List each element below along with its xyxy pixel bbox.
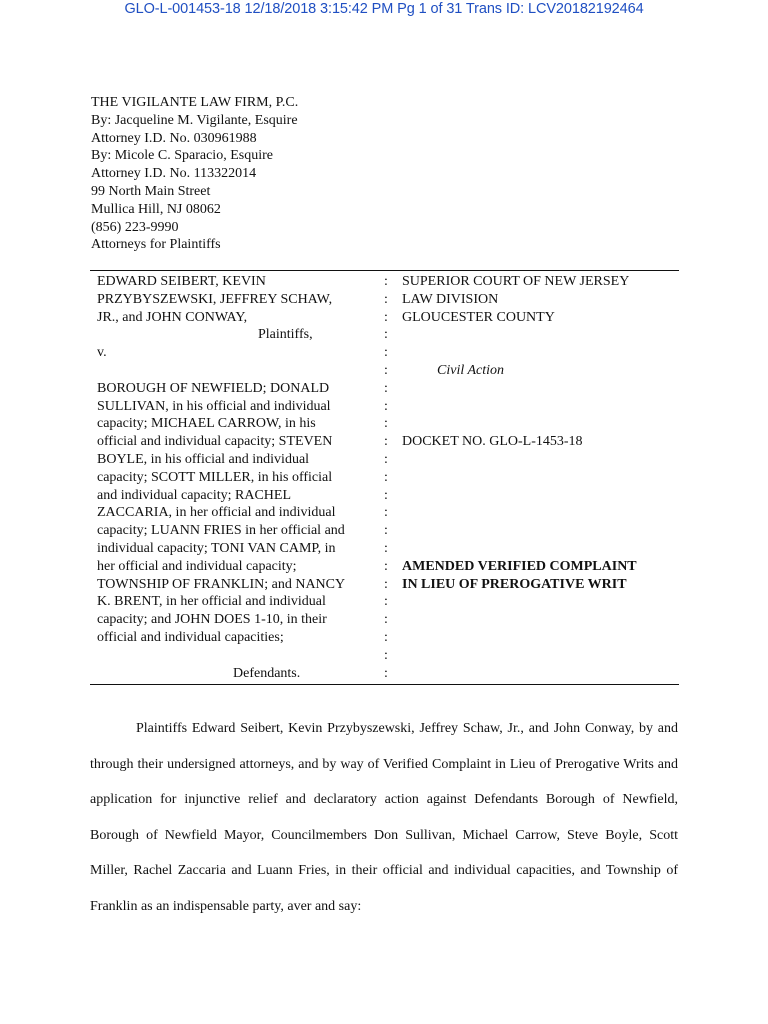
- defendant-line: BOYLE, in his official and individual: [97, 451, 310, 467]
- defendant-line: TOWNSHIP OF FRANKLIN; and NANCY: [97, 576, 346, 592]
- attorney-line: By: Micole C. Sparacio, Esquire: [91, 148, 273, 164]
- court-line: LAW DIVISION: [402, 291, 499, 307]
- colon: :: [384, 647, 388, 663]
- plaintiff-line: PRZYBYSZEWSKI, JEFFREY SCHAW,: [97, 291, 333, 307]
- defendant-line: individual capacity; TONI VAN CAMP, in: [97, 540, 336, 556]
- colon: :: [384, 309, 388, 325]
- colon: :: [384, 327, 388, 343]
- colon: :: [384, 362, 388, 378]
- colon: :: [384, 558, 388, 574]
- colon: :: [384, 594, 388, 610]
- document-title: AMENDED VERIFIED COMPLAINT: [402, 558, 637, 574]
- court-column: [402, 273, 682, 593]
- blank-line: [97, 647, 377, 665]
- attorney-id: Attorney I.D. No. 113322014: [91, 166, 257, 182]
- defendant-line: capacity; and JOHN DOES 1-10, in their: [97, 612, 327, 628]
- filing-stamp: GLO-L-001453-18 12/18/2018 3:15:42 PM Pg 1 of 31 Trans ID: LCV20182192464: [124, 1, 644, 17]
- colon: :: [384, 291, 388, 307]
- intro-paragraph: Plaintiffs Edward Seibert, Kevin Przybyszewski, Jeffrey Schaw, Jr., and John Conway, by and through their undersigned attorneys, and by way of Verified Complaint in Lieu of Prerogative Writs and application for injunctive relief and declaratory action against Defendants Borough of Newfield, Borough of Newfield Mayor, Councilmembers Don Sullivan, Michael Carrow, Steve Boyle, Scott Miller, Rachel Zaccaria and Luann Fries, in their official and individual capacities, and Township of Franklin as an indispensable party, aver and say:: [90, 721, 678, 914]
- colon: :: [384, 612, 388, 628]
- attorney-line: By: Jacqueline M. Vigilante, Esquire: [91, 112, 298, 128]
- firm-role: Attorneys for Plaintiffs: [91, 237, 221, 253]
- colon: :: [384, 416, 388, 432]
- colon: :: [384, 434, 388, 450]
- colon: :: [384, 380, 388, 396]
- colon: :: [384, 398, 388, 414]
- document-title: IN LIEU OF PREROGATIVE WRIT: [402, 576, 627, 592]
- court-line: SUPERIOR COURT OF NEW JERSEY: [402, 274, 630, 289]
- colon: :: [384, 487, 388, 503]
- parties-column: [97, 273, 377, 682]
- civil-action-label: Civil Action: [437, 362, 505, 378]
- firm-street: 99 North Main Street: [91, 183, 211, 199]
- defendant-line: capacity; MICHAEL CARROW, in his: [97, 416, 316, 432]
- court-line: GLOUCESTER COUNTY: [402, 309, 555, 325]
- plaintiffs-label: Plaintiffs,: [258, 327, 313, 343]
- attorney-id: Attorney I.D. No. 030961988: [91, 130, 257, 146]
- colon: :: [384, 523, 388, 539]
- colon: :: [384, 665, 388, 681]
- colon: :: [384, 345, 388, 361]
- defendant-line: official and individual capacities;: [97, 629, 284, 645]
- firm-name: THE VIGILANTE LAW FIRM, P.C.: [91, 95, 299, 110]
- defendant-line: ZACCARIA, in her official and individual: [97, 505, 336, 521]
- colon: :: [384, 469, 388, 485]
- defendants-label: Defendants.: [233, 665, 301, 681]
- case-caption: [90, 270, 679, 685]
- colon: :: [384, 505, 388, 521]
- defendant-line: SULLIVAN, in his official and individual: [97, 398, 331, 414]
- firm-phone: (856) 223-9990: [91, 219, 179, 235]
- defendant-line: official and individual capacity; STEVEN: [97, 434, 333, 450]
- defendant-line: capacity; SCOTT MILLER, in his official: [97, 469, 333, 485]
- colon: :: [384, 576, 388, 592]
- docket-number: DOCKET NO. GLO-L-1453-18: [402, 434, 583, 450]
- blank-line: [97, 362, 377, 380]
- versus-label: v.: [97, 345, 107, 361]
- firm-city: Mullica Hill, NJ 08062: [91, 201, 221, 217]
- defendant-line: BOROUGH OF NEWFIELD; DONALD: [97, 380, 330, 396]
- defendant-line: and individual capacity; RACHEL: [97, 487, 292, 503]
- colon-divider: [384, 273, 388, 682]
- plaintiff-line: EDWARD SEIBERT, KEVIN: [97, 274, 266, 289]
- plaintiff-line: JR., and JOHN CONWAY,: [97, 309, 248, 325]
- colon: :: [384, 274, 388, 289]
- colon: :: [384, 451, 388, 467]
- attorney-block: [91, 94, 298, 254]
- defendant-line: K. BRENT, in her official and individual: [97, 594, 326, 610]
- defendant-line: her official and individual capacity;: [97, 558, 297, 574]
- colon: :: [384, 540, 388, 556]
- complaint-body: [90, 711, 678, 924]
- defendant-line: capacity; LUANN FRIES in her official and: [97, 523, 345, 539]
- colon: :: [384, 629, 388, 645]
